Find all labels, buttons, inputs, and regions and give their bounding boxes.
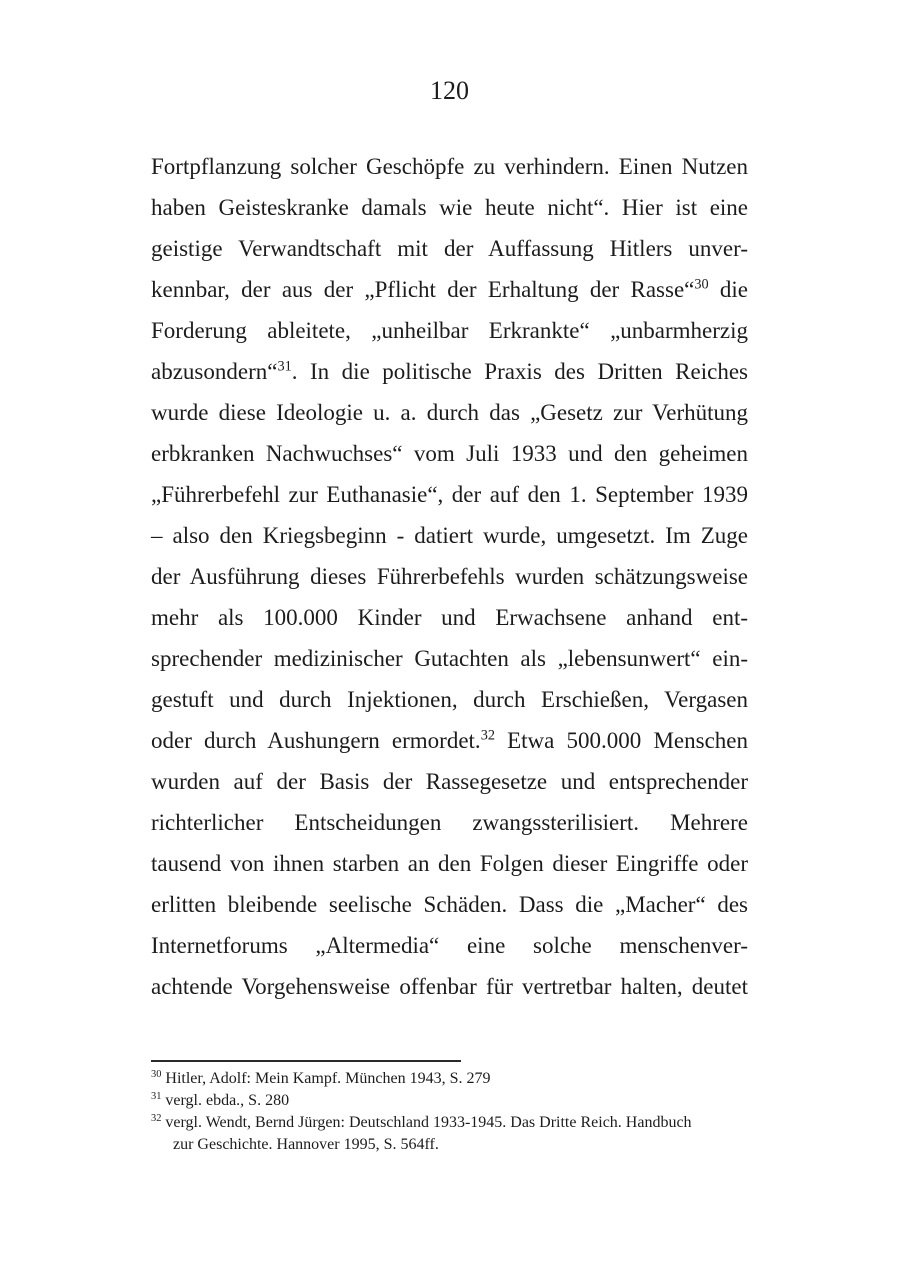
- text-segment: achtende Vorgehensweise offenbar für vertretbar halten, deutet: [151, 974, 748, 999]
- text-segment: Fortpflanzung solcher Geschöpfe zu verhindern. Einen Nutzen: [151, 154, 748, 179]
- text-line: [151, 269, 748, 310]
- text-segment: „Führerbefehl zur Euthanasie“, der auf den 1. September 1939: [151, 482, 748, 507]
- text-segment: tausend von ihnen starben an den Folgen dieser Eingriffe oder: [151, 851, 748, 876]
- text-segment: Forderung ableitete, „unheilbar Erkrankte“ „unbarmherzig: [151, 318, 748, 343]
- text-segment: Internetforums „Altermedia“ eine solche menschenver-: [151, 933, 748, 958]
- page-number: 120: [430, 76, 469, 105]
- text-segment: geistige Verwandtschaft mit der Auffassung Hitlers unver-: [151, 236, 748, 261]
- text-segment: der Ausführung dieses Führerbefehls wurden schätzungsweise: [151, 564, 748, 589]
- text-line: [151, 925, 748, 966]
- text-line: [151, 146, 748, 187]
- text-segment: – also den Kriegsbeginn - datiert wurde, umgesetzt. Im Zuge: [151, 523, 748, 548]
- text-segment: mehr als 100.000 Kinder und Erwachsene anhand ent-: [151, 605, 748, 630]
- text-line: [151, 351, 748, 392]
- text-segment: kennbar, der aus der „Pflicht der Erhaltung der Rasse“: [151, 277, 695, 302]
- footnote-divider: [151, 1060, 461, 1062]
- footnote-item: [151, 1068, 761, 1090]
- body-text: [151, 146, 748, 1007]
- text-line: [151, 638, 748, 679]
- text-line: [151, 679, 748, 720]
- text-line: [151, 843, 748, 884]
- text-line: [151, 556, 748, 597]
- text-segment: wurde diese Ideologie u. a. durch das „Gesetz zur Verhütung: [151, 400, 748, 425]
- text-line: [151, 392, 748, 433]
- footnote-marker: 32: [480, 727, 495, 744]
- text-segment: oder durch Aushungern ermordet.: [151, 728, 481, 753]
- text-line: [151, 433, 748, 474]
- footnotes: [151, 1068, 761, 1156]
- text-segment: die: [708, 277, 749, 302]
- footnote-text: zur Geschichte. Hannover 1995, S. 564ff.: [173, 1136, 439, 1153]
- text-segment: gestuft und durch Injektionen, durch Erschießen, Vergasen: [151, 687, 748, 712]
- footnote-marker: 30: [694, 276, 709, 293]
- text-segment: erbkranken Nachwuchses“ vom Juli 1933 und den geheimen: [151, 441, 748, 466]
- text-line: [151, 187, 748, 228]
- footnote-marker: 31: [277, 358, 292, 375]
- text-segment: wurden auf der Basis der Rassegesetze und entsprechender: [151, 769, 748, 794]
- text-segment: haben Geisteskranke damals wie heute nicht“. Hier ist eine: [151, 195, 748, 220]
- text-line: [151, 802, 748, 843]
- text-segment: abzusondern“: [151, 359, 278, 384]
- footnote-text: vergl. Wendt, Bernd Jürgen: Deutschland 1933-1945. Das Dritte Reich. Handbuch: [165, 1114, 692, 1131]
- text-line: [151, 474, 748, 515]
- text-segment: sprechender medizinischer Gutachten als „lebensunwert“ ein-: [151, 646, 748, 671]
- text-line: [151, 884, 748, 925]
- text-line: [151, 597, 748, 638]
- footnote-number: 31: [151, 1090, 162, 1102]
- text-line: [151, 228, 748, 269]
- text-line: [151, 720, 748, 761]
- text-segment: richterlicher Entscheidungen zwangssterilisiert. Mehrere: [151, 810, 748, 835]
- footnote-text: Hitler, Adolf: Mein Kampf. München 1943, S. 279: [165, 1070, 491, 1087]
- text-line: [151, 761, 748, 802]
- footnote-number: 30: [151, 1068, 162, 1080]
- text-line: [151, 310, 748, 351]
- footnote-number: 32: [151, 1112, 162, 1124]
- text-segment: erlitten bleibende seelische Schäden. Dass die „Macher“ des: [151, 892, 748, 917]
- text-segment: Etwa 500.000 Menschen: [494, 728, 748, 753]
- text-line: [151, 515, 748, 556]
- footnote-item: [151, 1112, 761, 1156]
- text-segment: . In die politische Praxis des Dritten Reiches: [291, 359, 748, 384]
- footnote-item: [151, 1090, 761, 1112]
- text-line: [151, 966, 748, 1007]
- footnote-text: vergl. ebda., S. 280: [165, 1092, 290, 1109]
